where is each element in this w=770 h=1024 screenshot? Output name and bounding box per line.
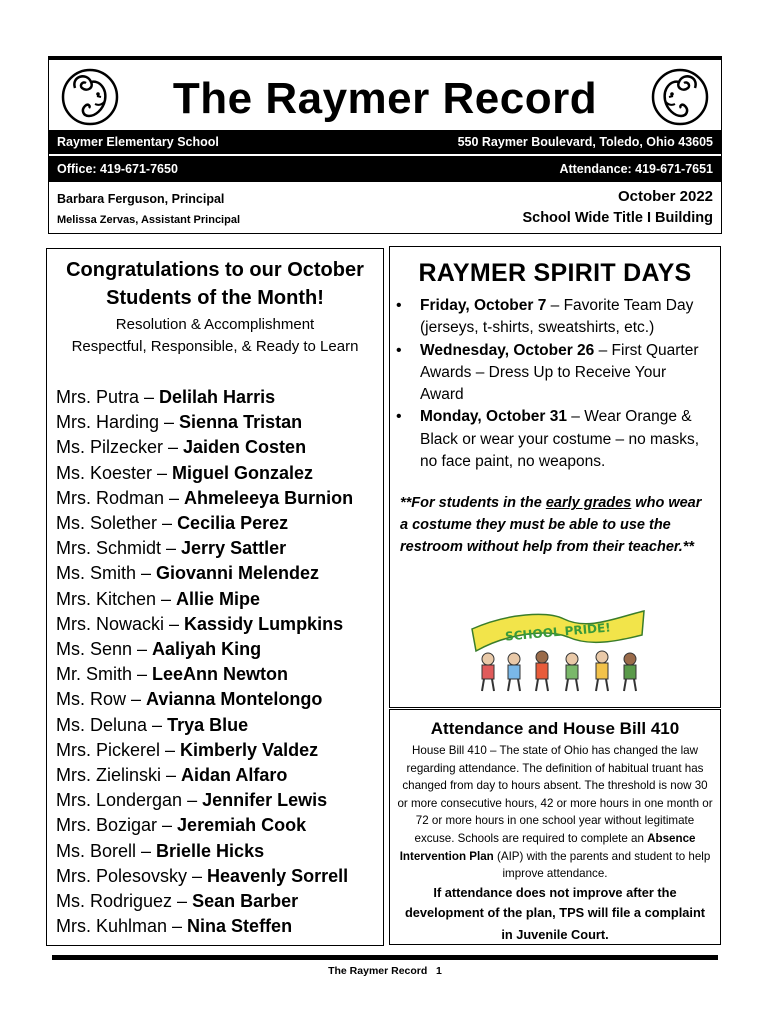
student-name: Jennifer Lewis [202,790,328,811]
student-entry [56,461,383,486]
spirit-day-date: Wednesday, October 26 [420,341,595,359]
student-name: Miguel Gonzalez [172,462,314,483]
student-name: Kassidy Lumpkins [184,613,344,634]
principal-name: Barbara Ferguson, Principal [57,192,225,206]
student-name: Nina Steffen [187,916,293,937]
teacher-name: Mrs. Nowacki – [56,613,185,634]
student-entry [56,511,383,536]
teacher-name: Ms. Koester – [56,462,173,483]
attendance-phone: Attendance: 419-671-7651 [559,162,713,176]
teacher-name: Mrs. Kitchen – [56,588,177,609]
teacher-name: Ms. Row – [56,689,147,710]
teacher-name: Ms. Deluna – [56,714,168,735]
teacher-name: Mrs. Londergan – [56,790,203,811]
teacher-name: Mrs. Harding – [56,412,180,433]
student-entry [56,637,383,662]
spirit-day-item [420,340,706,407]
teacher-name: Ms. Senn – [56,639,153,660]
student-name: Heavenly Sorrell [207,865,349,886]
spirit-days-heading: RAYMER SPIRIT DAYS [418,259,692,287]
assistant-principal-name: Melissa Zervas, Assistant Principal [57,214,241,226]
student-name: Sean Barber [192,891,299,912]
spirit-day-description: – First Quarter Awards – Dress Up to Receive Your Award [420,341,699,404]
teacher-name: Ms. Rodriguez – [56,891,193,912]
attendance-heading: Attendance and House Bill 410 [430,719,680,738]
spirit-days-list [390,295,720,473]
masthead [48,56,722,234]
student-name: Avianna Montelongo [146,689,323,710]
spirit-day-item [420,406,706,473]
spirit-day-description: – Wear Orange & Black or wear your costume – no masks, no face paint, no weapons. [420,408,700,471]
student-name: LeeAnn Newton [152,664,289,685]
footer-divider [52,955,718,960]
student-entry [56,889,383,914]
student-entry [56,612,383,637]
student-name: Sienna Tristan [179,412,303,433]
kid-figure [624,653,636,691]
newsletter-title: The Raymer Record [172,74,598,123]
student-name: Jerry Sattler [181,538,287,559]
student-entry [56,561,383,586]
student-name: Brielle Hicks [156,840,265,861]
student-entry [56,435,383,460]
students-subtitle: Respectful, Responsible, & Ready to Learn [71,338,359,355]
kid-figure [596,651,608,691]
student-entry [56,410,383,435]
student-entry [56,738,383,763]
student-name: Ahmeleeya Burnion [184,487,354,508]
student-entry [56,763,383,788]
student-name: Delilah Harris [159,387,276,407]
student-entry [56,687,383,712]
student-entry [56,839,383,864]
spirit-day-item [420,295,706,340]
student-entry [56,587,383,612]
student-entry [56,788,383,813]
student-name: Giovanni Melendez [156,563,320,584]
teacher-name: Mrs. Polesovsky – [56,865,208,886]
teacher-name: Ms. Borell – [56,840,157,861]
teacher-name: Mrs. Rodman – [56,487,185,508]
banner-text: SCHOOL PRIDE! [504,620,612,644]
kid-figure [566,653,578,691]
student-entry [56,713,383,738]
student-name: Allie Mipe [176,588,261,609]
teacher-name: Ms. Smith – [56,563,157,584]
student-entry [56,662,383,687]
school-info-bar [49,130,721,154]
student-entry [56,536,383,561]
student-entry [56,914,383,939]
costume-note: **For students in the early grades who wear a costume they must be able to use the restroom without help from their teacher.** [400,495,702,556]
school-name: Raymer Elementary School [57,135,219,149]
teacher-name: Mrs. Bozigar – [56,815,178,836]
student-entry [56,486,383,511]
spirit-days-panel [389,246,721,708]
spirit-day-description: – Favorite Team Day (jerseys, t-shirts, sweatshirts, etc.) [420,297,694,337]
students-of-month-panel [46,248,384,946]
student-name: Jeremiah Cook [177,815,307,836]
student-name: Jaiden Costen [183,437,307,458]
teacher-name: Mr. Smith – [56,664,153,685]
school-pride-illustration [468,607,648,693]
kid-figure [508,653,520,691]
juvenile-court-text: in Juvenile Court. [501,926,609,942]
students-of-month-heading: Congratulations to our October Students of the Month! [66,259,364,309]
teacher-name: Mrs. Putra – [56,387,160,407]
students-list [47,385,383,939]
school-address: 550 Raymer Boulevard, Toledo, Ohio 43605 [457,135,713,149]
ram-mascot-icon [651,66,709,128]
issue-date: October 2022 [617,188,713,205]
office-phone: Office: 419-671-7650 [57,162,178,176]
student-name: Cecilia Perez [177,513,289,534]
teacher-name: Mrs. Pickerel – [56,739,181,760]
spirit-day-date: Friday, October 7 [420,297,547,314]
teacher-name: Mrs. Kuhlman – [56,916,188,937]
teacher-name: Ms. Pilzecker – [56,437,184,458]
attendance-body: House Bill 410 – The state of Ohio has changed the law regarding attendance. The definition of habitual truant has changed from day to hours absent. The threshold is now 30 or more consecutive hours, 42 or more hours in one month or 72 or more hours in one school year without legitimate excuse. Schools are required to complete an Absence Intervention Plan (AIP) with the parents and student to help improve attendance. [397,744,713,881]
teacher-name: Ms. Solether – [56,513,178,534]
attendance-warning: If attendance does not improve after the development of the plan, TPS will file a complaint in Juvenile Court. [390,883,720,945]
page-footer: The Raymer Record 1 [328,965,442,977]
student-name: Aaliyah King [152,639,262,660]
teacher-name: Mrs. Schmidt – [56,538,182,559]
student-name: Trya Blue [167,714,249,735]
kid-figure [482,653,494,691]
teacher-name: Mrs. Zielinski – [56,765,182,786]
title-row [49,60,721,130]
kid-figure [536,651,548,691]
student-entry [56,864,383,889]
attendance-panel [389,709,721,945]
student-name: Aidan Alfaro [181,765,288,786]
students-subtitle: Resolution & Accomplishment [115,316,315,333]
student-name: Kimberly Valdez [180,739,319,760]
title-one-building: School Wide Title I Building [522,210,713,226]
student-entry [56,385,383,410]
student-entry [56,813,383,838]
contact-bar [49,156,721,182]
spirit-day-date: Monday, October 31 [420,408,567,426]
